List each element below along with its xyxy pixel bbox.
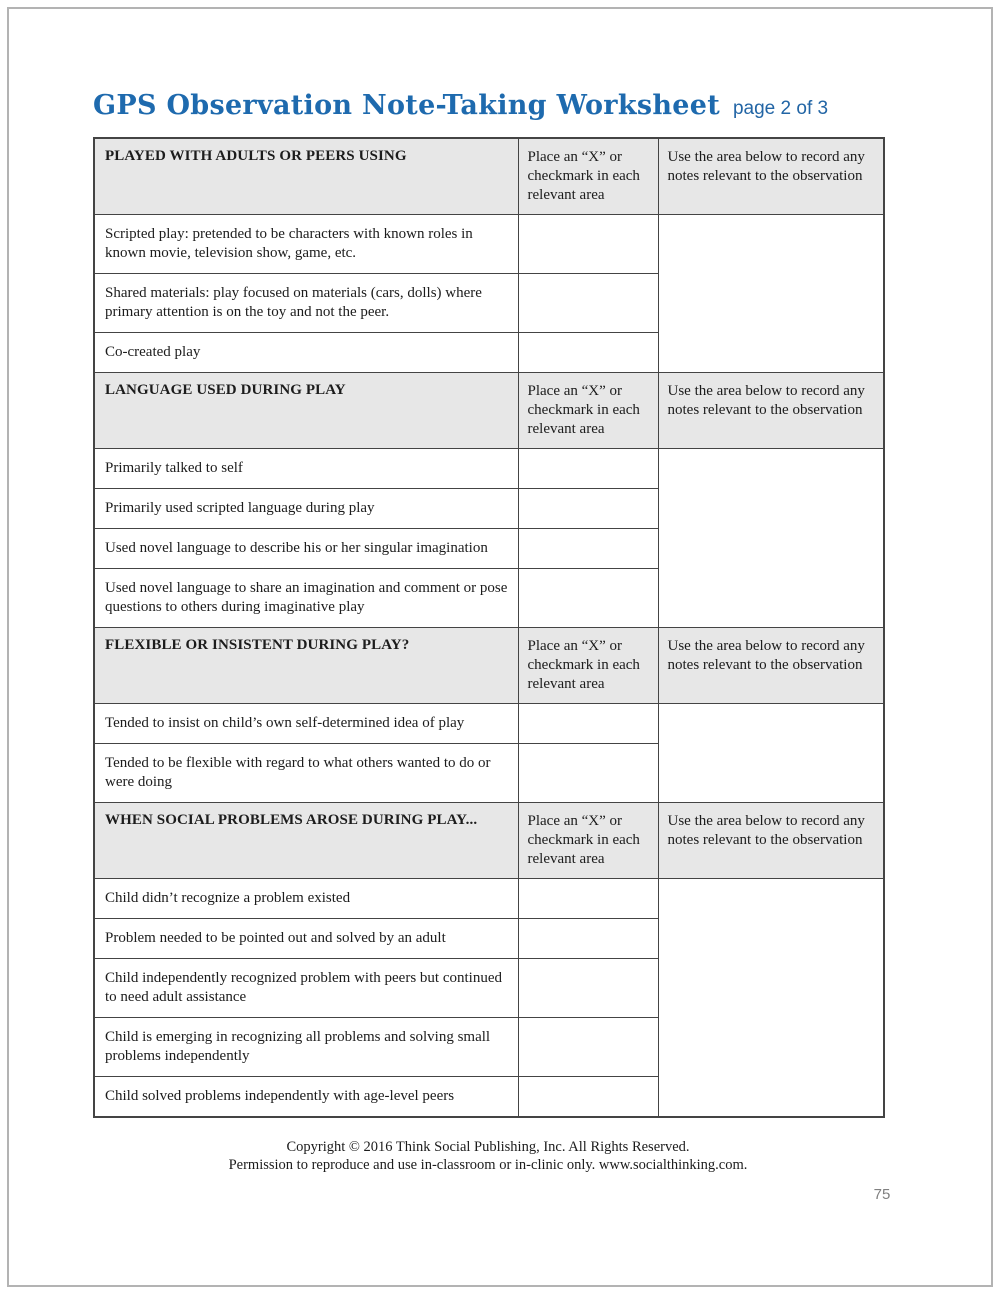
check-cell[interactable] — [518, 449, 658, 489]
check-cell[interactable] — [518, 919, 658, 959]
page-header — [93, 90, 828, 121]
notes-area-cell[interactable] — [658, 879, 884, 1118]
check-cell[interactable] — [518, 333, 658, 373]
item-label-cell: Shared materials: play focused on materials (cars, dolls) where primary attention is on the toy and not the peer. — [94, 274, 518, 333]
check-cell[interactable] — [518, 489, 658, 529]
section-header-row — [94, 138, 884, 215]
copyright-footer — [93, 1139, 883, 1174]
section-title-cell: LANGUAGE USED DURING PLAY — [94, 373, 518, 449]
notes-instruction-cell: Use the area below to record any notes relevant to the observation — [658, 373, 884, 449]
check-cell[interactable] — [518, 274, 658, 333]
notes-area-cell[interactable] — [658, 449, 884, 628]
check-cell[interactable] — [518, 215, 658, 274]
item-label-cell: Used novel language to share an imagination and comment or pose questions to others during imaginative play — [94, 569, 518, 628]
item-label-cell: Primarily used scripted language during play — [94, 489, 518, 529]
notes-instruction-cell: Use the area below to record any notes relevant to the observation — [658, 628, 884, 704]
item-label-cell: Problem needed to be pointed out and solved by an adult — [94, 919, 518, 959]
check-cell[interactable] — [518, 1077, 658, 1118]
section-header-row — [94, 803, 884, 879]
item-label-cell: Primarily talked to self — [94, 449, 518, 489]
item-label-cell: Child independently recognized problem with peers but continued to need adult assistance — [94, 959, 518, 1018]
check-cell[interactable] — [518, 1018, 658, 1077]
check-cell[interactable] — [518, 959, 658, 1018]
item-row — [94, 215, 884, 274]
page-number: 75 — [873, 1186, 891, 1203]
item-row — [94, 449, 884, 489]
check-instruction-cell: Place an “X” or checkmark in each relevant area — [518, 803, 658, 879]
notes-instruction-cell: Use the area below to record any notes relevant to the observation — [658, 803, 884, 879]
item-label-cell: Child didn’t recognize a problem existed — [94, 879, 518, 919]
item-row — [94, 704, 884, 744]
check-cell[interactable] — [518, 879, 658, 919]
check-cell[interactable] — [518, 569, 658, 628]
worksheet-table-body — [94, 138, 884, 1117]
item-label-cell: Child solved problems independently with age-level peers — [94, 1077, 518, 1118]
item-label-cell: Used novel language to describe his or her singular imagination — [94, 529, 518, 569]
section-title-cell: WHEN SOCIAL PROBLEMS AROSE DURING PLAY... — [94, 803, 518, 879]
section-header-row — [94, 628, 884, 704]
check-cell[interactable] — [518, 529, 658, 569]
item-label-cell: Scripted play: pretended to be characters with known roles in known movie, television show, game, etc. — [94, 215, 518, 274]
item-label-cell: Tended to be flexible with regard to what others wanted to do or were doing — [94, 744, 518, 803]
page-number-label: page 2 of 3 — [732, 98, 829, 119]
item-label-cell: Child is emerging in recognizing all problems and solving small problems independently — [94, 1018, 518, 1077]
notes-instruction-cell: Use the area below to record any notes relevant to the observation — [658, 138, 884, 215]
section-title-cell: PLAYED WITH ADULTS OR PEERS USING — [94, 138, 518, 215]
copyright-line: Copyright © 2016 Think Social Publishing, Inc. All Rights Reserved. — [286, 1139, 690, 1155]
check-cell[interactable] — [518, 744, 658, 803]
check-cell[interactable] — [518, 704, 658, 744]
worksheet-table — [93, 137, 885, 1118]
notes-area-cell[interactable] — [658, 704, 884, 803]
page-title: GPS Observation Note-Taking Worksheet — [93, 90, 720, 121]
check-instruction-cell: Place an “X” or checkmark in each relevant area — [518, 373, 658, 449]
item-label-cell: Tended to insist on child’s own self-determined idea of play — [94, 704, 518, 744]
check-instruction-cell: Place an “X” or checkmark in each relevant area — [518, 138, 658, 215]
item-label-cell: Co-created play — [94, 333, 518, 373]
notes-area-cell[interactable] — [658, 215, 884, 373]
check-instruction-cell: Place an “X” or checkmark in each relevant area — [518, 628, 658, 704]
item-row — [94, 879, 884, 919]
section-title-cell: FLEXIBLE OR INSISTENT DURING PLAY? — [94, 628, 518, 704]
section-header-row — [94, 373, 884, 449]
permission-line: Permission to reproduce and use in-classroom or in-clinic only. www.socialthinking.com. — [228, 1156, 748, 1173]
